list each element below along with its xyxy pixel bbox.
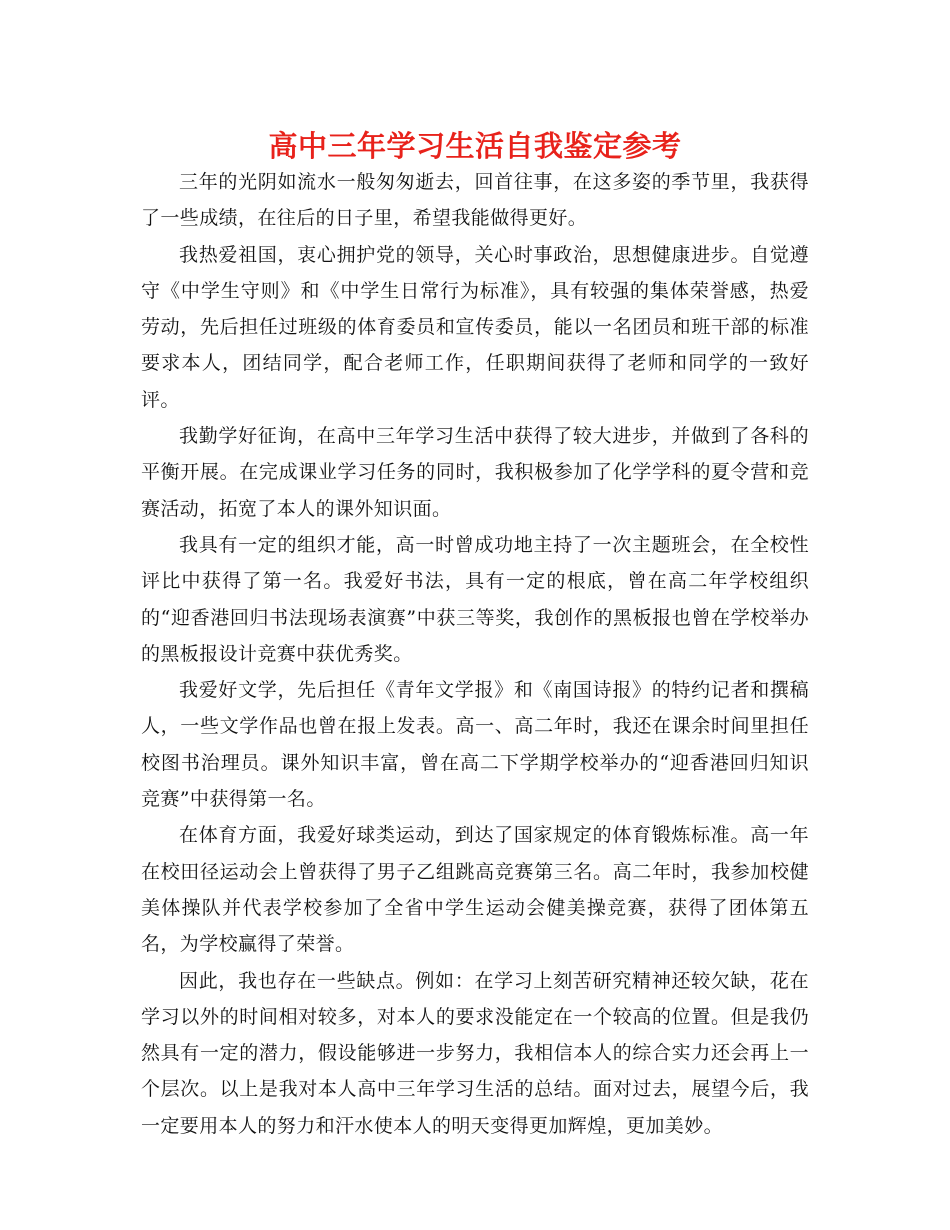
paragraph-literature: 我爱好文学，先后担任《青年文学报》和《南国诗报》的特约记者和撰稿人，一些文学作品也曾在报上发表。高一、高二年时，我还在课余时间里担任校图书治理员。课外知识丰富，曾在高二下学期学校举办的“迎香港回归知识竞赛”中获得第一名。 [141,679,809,811]
paragraph-conclusion: 因此，我也存在一些缺点。例如：在学习上刻苦研究精神还较欠缺，花在学习以外的时间相对较多，对本人的要求没能定在一个较高的位置。但是我仍然具有一定的潜力，假设能够进一步努力，我相信本人的综合实力还会再上一个层次。以上是我对本人高中三年学习生活的总结。面对过去，展望今后，我一定要用本人的努力和汗水使本人的明天变得更加辉煌，更加美妙。 [141,969,809,1137]
paragraph-intro: 三年的光阴如流水一般匆匆逝去，回首往事，在这多姿的季节里，我获得了一些成绩，在往后的日子里，希望我能做得更好。 [141,171,809,230]
paragraph-organization: 我具有一定的组织才能，高一时曾成功地主持了一次主题班会，在全校性评比中获得了第一名。我爱好书法，具有一定的根底，曾在高二年学校组织的“迎香港回归书法现场表演赛”中获三等奖，我创作的黑板报也曾在学校举办的黑板报设计竞赛中获优秀奖。 [141,533,809,665]
paragraph-ideology: 我热爱祖国，衷心拥护党的领导，关心时事政治，思想健康进步。自觉遵守《中学生守则》和《中学生日常行为标准》，具有较强的集体荣誉感，热爱劳动，先后担任过班级的体育委员和宣传委员，能以一名团员和班干部的标准要求本人，团结同学，配合老师工作，任职期间获得了老师和同学的一致好评。 [141,243,809,411]
document-body [141,164,809,1144]
document-title: 高中三年学习生活自我鉴定参考 [268,129,682,163]
paragraph-study: 我勤学好征询，在高中三年学习生活中获得了较大进步，并做到了各科的平衡开展。在完成课业学习任务的同时，我积极参加了化学学科的夏令营和竞赛活动，拓宽了本人的课外知识面。 [141,425,809,520]
paragraph-sports: 在体育方面，我爱好球类运动，到达了国家规定的体育锻炼标准。高一年在校田径运动会上曾获得了男子乙组跳高竞赛第三名。高二年时，我参加校健美体操队并代表学校参加了全省中学生运动会健美操竞赛，获得了团体第五名，为学校赢得了荣誉。 [141,824,809,956]
